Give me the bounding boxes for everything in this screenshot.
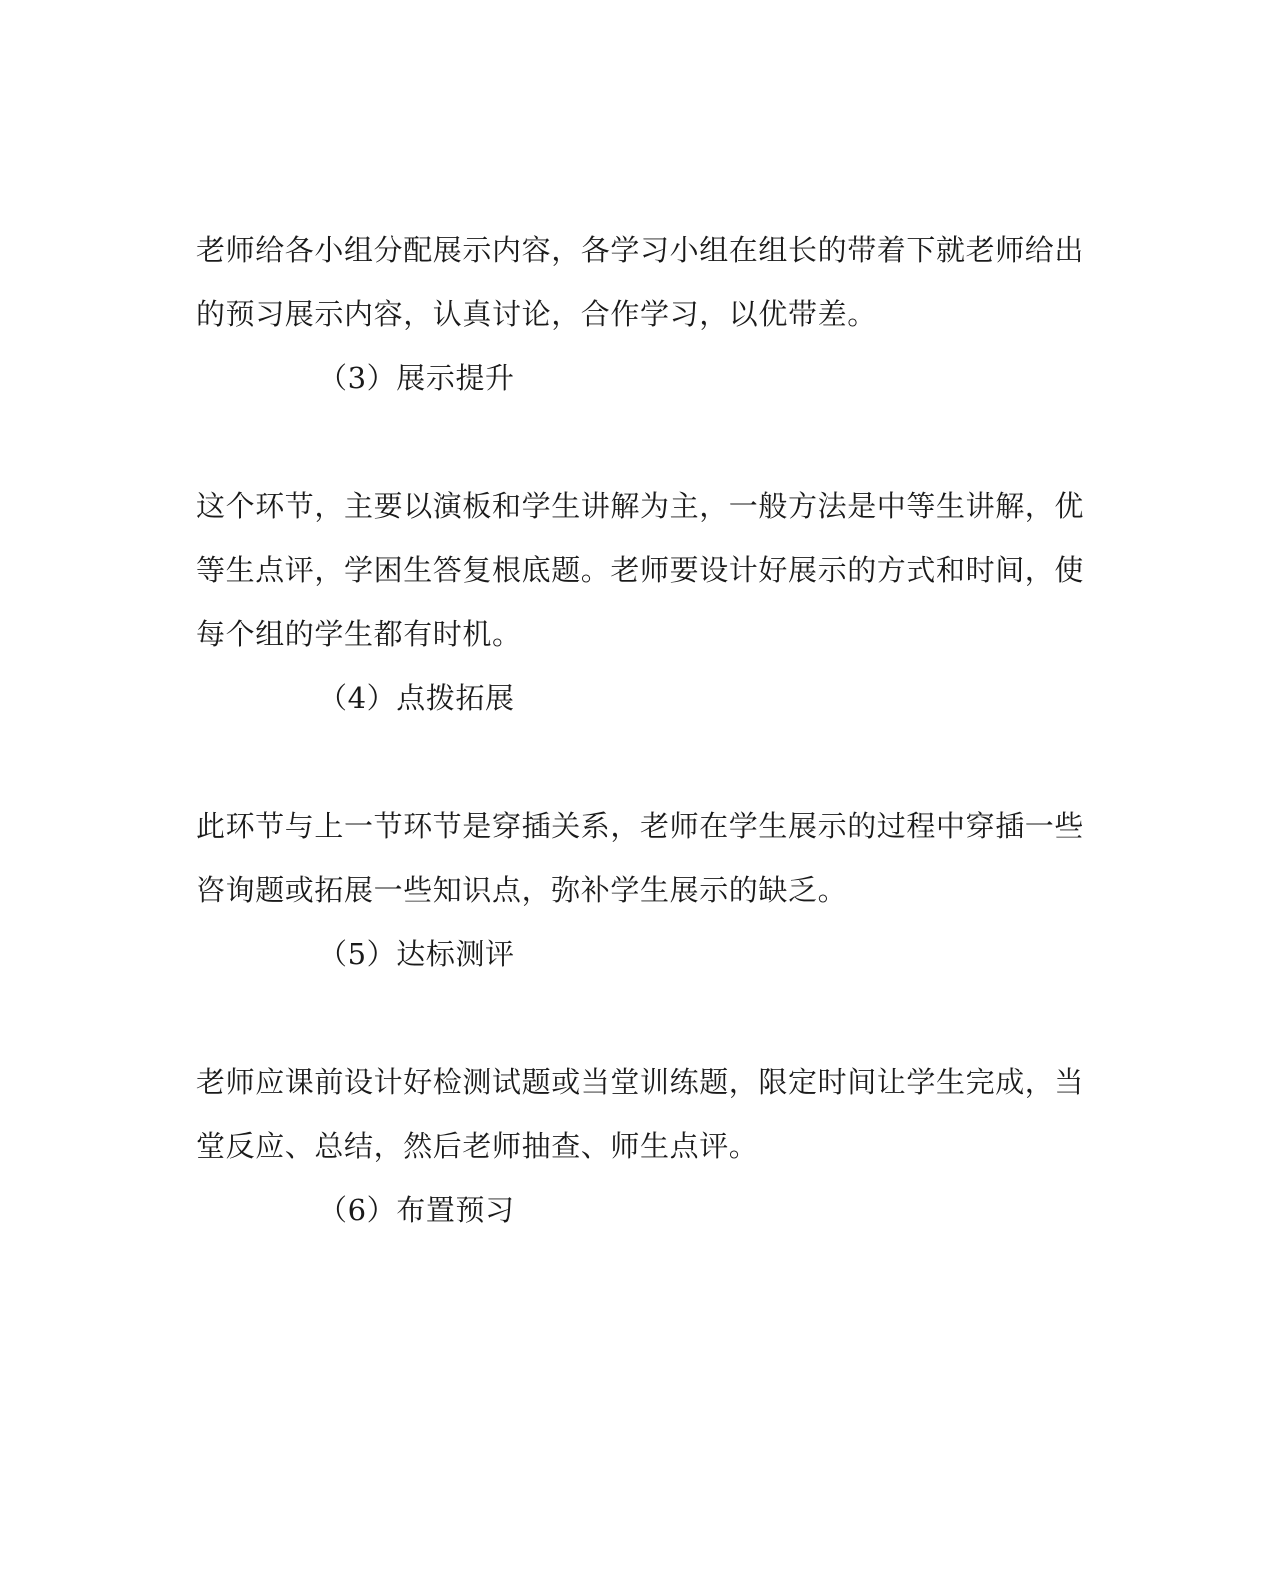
paragraph-line: 这个环节，主要以演板和学生讲解为主，一般方法是中等生讲解，优 [196, 489, 1085, 523]
section-heading: （3）展示提升 [318, 361, 515, 395]
paragraph-line: 的预习展示内容，认真讨论，合作学习，以优带差。 [196, 297, 877, 331]
section-heading: （4）点拨拓展 [318, 681, 515, 715]
section-heading: （6）布置预习 [318, 1193, 515, 1227]
section-heading: （5）达标测评 [318, 937, 515, 971]
paragraph-line: 咨询题或拓展一些知识点，弥补学生展示的缺乏。 [196, 873, 848, 907]
paragraph-line: 老师给各小组分配展示内容，各学习小组在组长的带着下就老师给出 [196, 233, 1085, 267]
paragraph-line: 堂反应、总结，然后老师抽查、师生点评。 [196, 1129, 759, 1163]
paragraph-line: 等生点评，学困生答复根底题。老师要设计好展示的方式和时间，使 [196, 553, 1085, 587]
paragraph-line: 每个组的学生都有时机。 [196, 617, 522, 651]
paragraph-line: 老师应课前设计好检测试题或当堂训练题，限定时间让学生完成，当 [196, 1065, 1085, 1099]
paragraph-line: 此环节与上一节环节是穿插关系，老师在学生展示的过程中穿插一些 [196, 809, 1085, 843]
